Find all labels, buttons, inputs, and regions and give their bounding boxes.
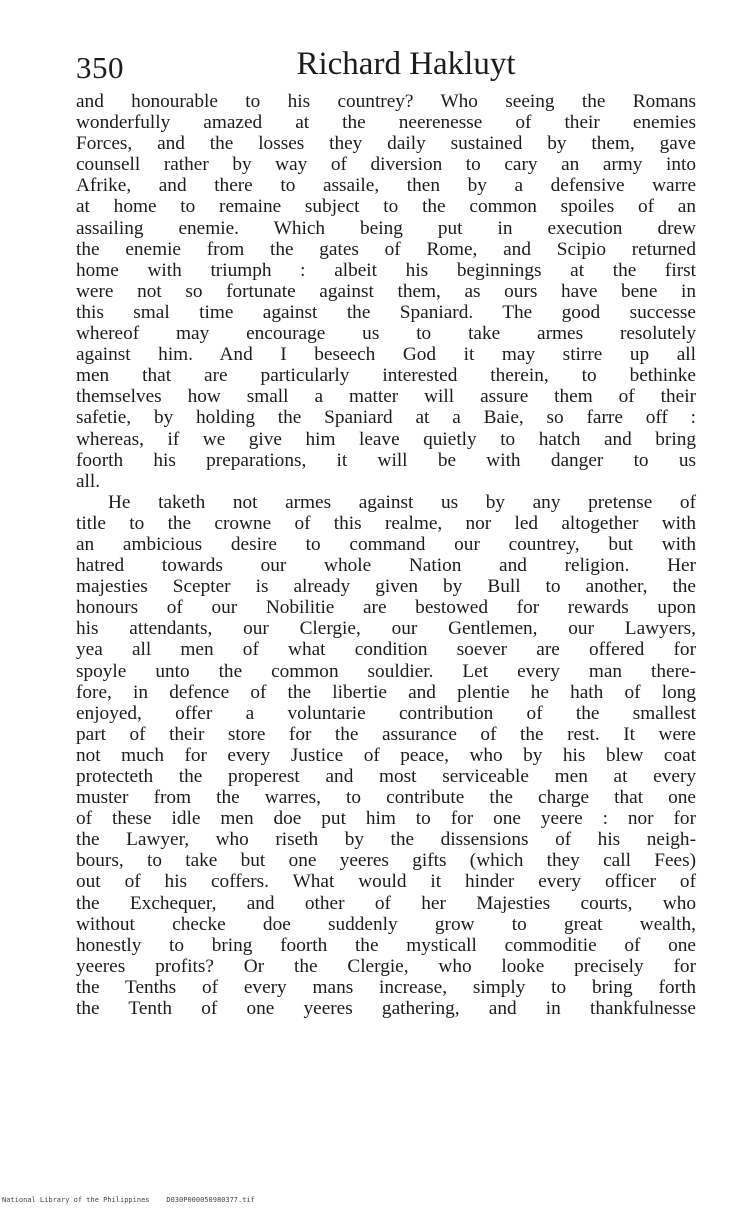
text-line: protecteth the properest and most serviceable men at every bbox=[76, 766, 696, 787]
text-line: an ambicious desire to command our countrey, but with bbox=[76, 533, 696, 555]
text-line: of these idle men doe put him to for one yeere : nor for bbox=[76, 808, 696, 830]
text-line: part of their store for the assurance of the rest. It were bbox=[76, 723, 696, 745]
text-line: not much for every Justice of peace, who by his blew coat bbox=[76, 744, 696, 766]
text-line: safetie, by holding the Spaniard at a Baie, so farre off : bbox=[76, 407, 696, 429]
text-line: hatred towards our whole Nation and religion. Her bbox=[76, 555, 696, 577]
text-line: wonderfully amazed at the neerenesse of their enemies bbox=[76, 112, 696, 134]
text-line: out of his coffers. What would it hinder every officer of bbox=[76, 871, 696, 893]
scan-footer bbox=[2, 1196, 255, 1204]
text-line: were not so fortunate against them, as ours have bene in bbox=[76, 280, 696, 302]
text-line: against him. And I beseech God it may stirre up all bbox=[76, 344, 696, 366]
text-line: assailing enemie. Which being put in execution drew bbox=[76, 217, 696, 239]
text-line: fore, in defence of the libertie and plentie he hath of long bbox=[76, 681, 696, 703]
text-line: without checke doe suddenly grow to great wealth, bbox=[76, 913, 696, 935]
footer-file-id: D030P000050980377.tif bbox=[166, 1196, 255, 1204]
text-line: spoyle unto the common souldier. Let every man there- bbox=[76, 660, 696, 682]
text-line: men that are particularly interested therein, to bethinke bbox=[76, 365, 696, 387]
footer-library: National Library of the Philippines bbox=[2, 1196, 150, 1204]
text-line: the Exchequer, and other of her Majesties courts, who bbox=[76, 892, 696, 914]
text-line: foorth his preparations, it will be with danger to us bbox=[76, 449, 696, 471]
text-line: whereas, if we give him leave quietly to hatch and bring bbox=[76, 428, 696, 450]
text-line: whereof may encourage us to take armes resolutely bbox=[76, 323, 696, 345]
text-line: title to the crowne of this realme, nor led altogether with bbox=[76, 512, 696, 534]
paragraph-start-line: He taketh not armes against us by any pretense of bbox=[108, 491, 696, 513]
text-line: majesties Scepter is already given by Bull to another, the bbox=[76, 576, 696, 598]
page-number: 350 bbox=[76, 50, 124, 85]
text-line: muster from the warres, to contribute the charge that one bbox=[76, 787, 696, 809]
text-line: all. bbox=[76, 470, 101, 492]
text-line: home with triumph : albeit his beginnings at the first bbox=[76, 259, 696, 281]
text-line: honours of our Nobilitie are bestowed for rewards upon bbox=[76, 597, 696, 619]
text-line: yea all men of what condition soever are offered for bbox=[76, 639, 696, 661]
page-header bbox=[76, 46, 696, 90]
text-line: Afrike, and there to assaile, then by a defensive warre bbox=[76, 175, 696, 197]
text-line: enjoyed, offer a voluntarie contribution of the smallest bbox=[76, 702, 696, 724]
text-line: at home to remaine subject to the common spoiles of an bbox=[76, 196, 696, 218]
text-line: themselves how small a matter will assure them of their bbox=[76, 386, 696, 408]
text-line: his attendants, our Clergie, our Gentlemen, our Lawyers, bbox=[76, 618, 696, 640]
text-line: yeeres profits? Or the Clergie, who looke precisely for bbox=[76, 955, 696, 977]
text-line: counsell rather by way of diversion to cary an army into bbox=[76, 154, 696, 176]
text-line: honestly to bring foorth the mysticall commoditie of one bbox=[76, 934, 696, 956]
text-line: the Lawyer, who riseth by the dissensions of his neigh- bbox=[76, 829, 696, 851]
text-line: this smal time against the Spaniard. The good successe bbox=[76, 301, 696, 323]
text-line: bours, to take but one yeeres gifts (which they call Fees) bbox=[76, 850, 696, 872]
running-title: Richard Hakluyt bbox=[296, 46, 516, 82]
text-line: and honourable to his countrey? Who seeing the Romans bbox=[76, 91, 696, 112]
text-line: the Tenth of one yeeres gathering, and in thankfulnesse bbox=[76, 998, 696, 1020]
text-line: the enemie from the gates of Rome, and Scipio returned bbox=[76, 238, 696, 260]
body-text bbox=[76, 91, 696, 1019]
text-line: the Tenths of every mans increase, simply to bring forth bbox=[76, 976, 696, 998]
text-line: Forces, and the losses they daily sustained by them, gave bbox=[76, 133, 696, 155]
